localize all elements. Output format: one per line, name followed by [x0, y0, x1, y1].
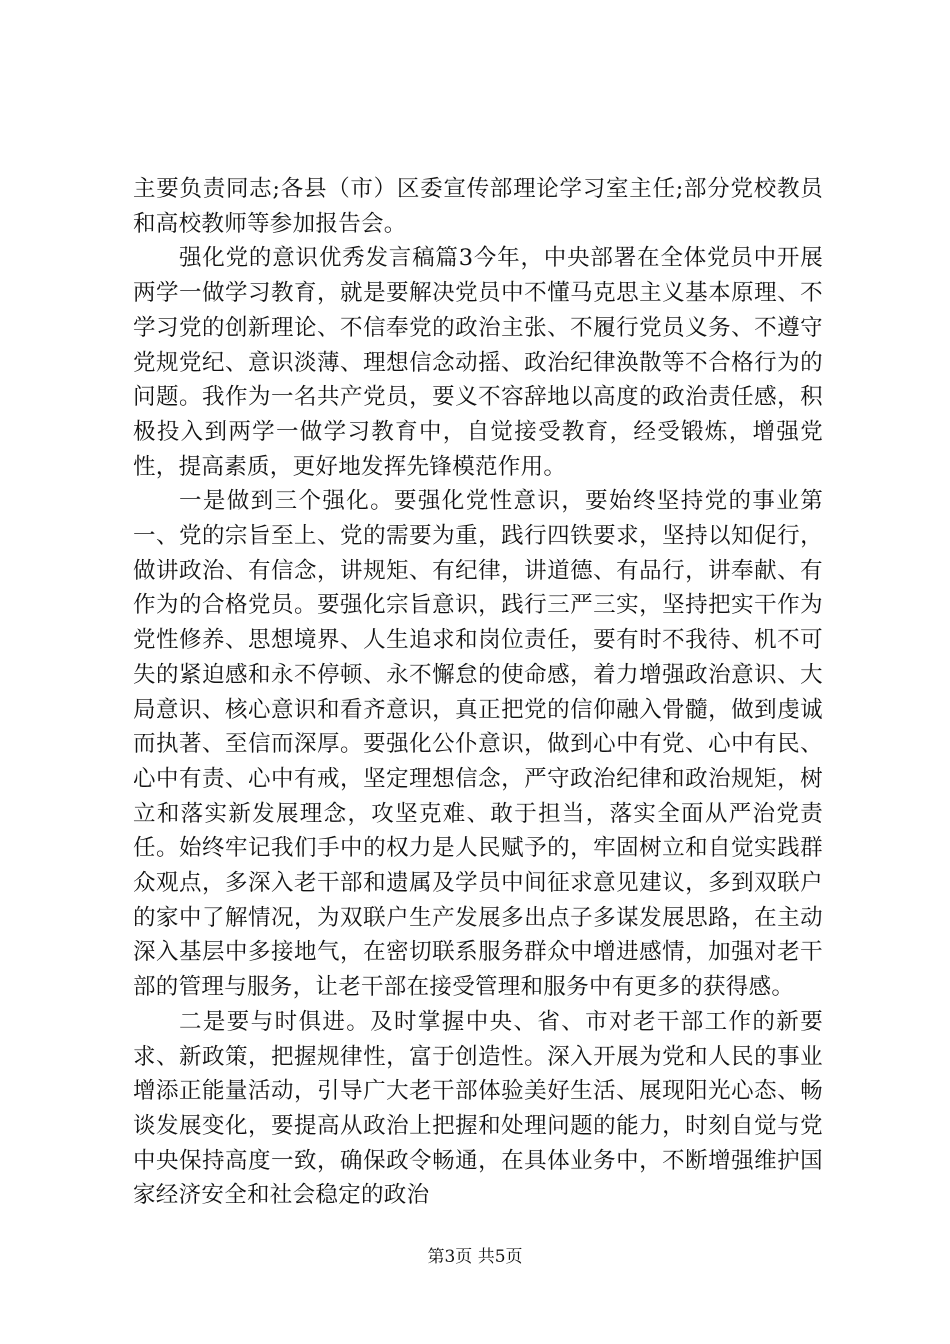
paragraph-point-two: 二是要与时俱进。及时掌握中央、省、市对老干部工作的新要求、新政策，把握规律性，富于创造性。深入开展为党和人民的事业增添正能量活动，引导广大老干部体验美好生活、展现阳光心态、畅谈发展变化，要提高从政治上把握和处理问题的能力，时刻自觉与党中央保持高度一致，确保政令畅通，在具体业务中，不断增强维护国家经济安全和社会稳定的政治	[133, 1008, 823, 1209]
page-footer: 第3页 共5页	[427, 1247, 523, 1267]
paragraph-speech-intro: 强化党的意识优秀发言稿篇3今年，中央部署在全体党员中开展两学一做学习教育，就是要解决党员中不懂马克思主义基本原理、不学习党的创新理论、不信奉党的政治主张、不履行党员义务、不遵守党规党纪、意识淡薄、理想信念动摇、政治纪律涣散等不合格行为的问题。我作为一名共产党员，要义不容辞地以高度的政治责任感，积极投入到两学一做学习教育中，自觉接受教育，经受锻炼，增强党性，提高素质，更好地发挥先锋模范作用。	[133, 245, 823, 480]
paragraph-continuation: 主要负责同志;各县（市）区委宣传部理论学习室主任;部分党校教员和高校教师等参加报告会。	[133, 176, 823, 237]
document-body	[133, 172, 823, 1213]
paragraph-point-one: 一是做到三个强化。要强化党性意识，要始终坚持党的事业第一、党的宗旨至上、党的需要为重，践行四铁要求，坚持以知促行，做讲政治、有信念，讲规矩、有纪律，讲道德、有品行，讲奉献、有作为的合格党员。要强化宗旨意识，践行三严三实，坚持把实干作为党性修养、思想境界、人生追求和岗位责任，要有时不我待、机不可失的紧迫感和永不停顿、永不懈怠的使命感，着力增强政治意识、大局意识、核心意识和看齐意识，真正把党的信仰融入骨髓，做到虔诚而执著、至信而深厚。要强化公仆意识，做到心中有党、心中有民、心中有责、心中有戒，坚定理想信念，严守政治纪律和政治规矩，树立和落实新发展理念，攻坚克难、敢于担当，落实全面从严治党责任。始终牢记我们手中的权力是人民赋予的，牢固树立和自觉实践群众观点，多深入老干部和遗属及学员中间征求意见建议，多到双联户的家中了解情况，为双联户生产发展多出点子多谋发展思路，在主动深入基层中多接地气，在密切联系服务群众中增进感情，加强对老干部的管理与服务，让老干部在接受管理和服务中有更多的获得感。	[133, 488, 823, 1001]
